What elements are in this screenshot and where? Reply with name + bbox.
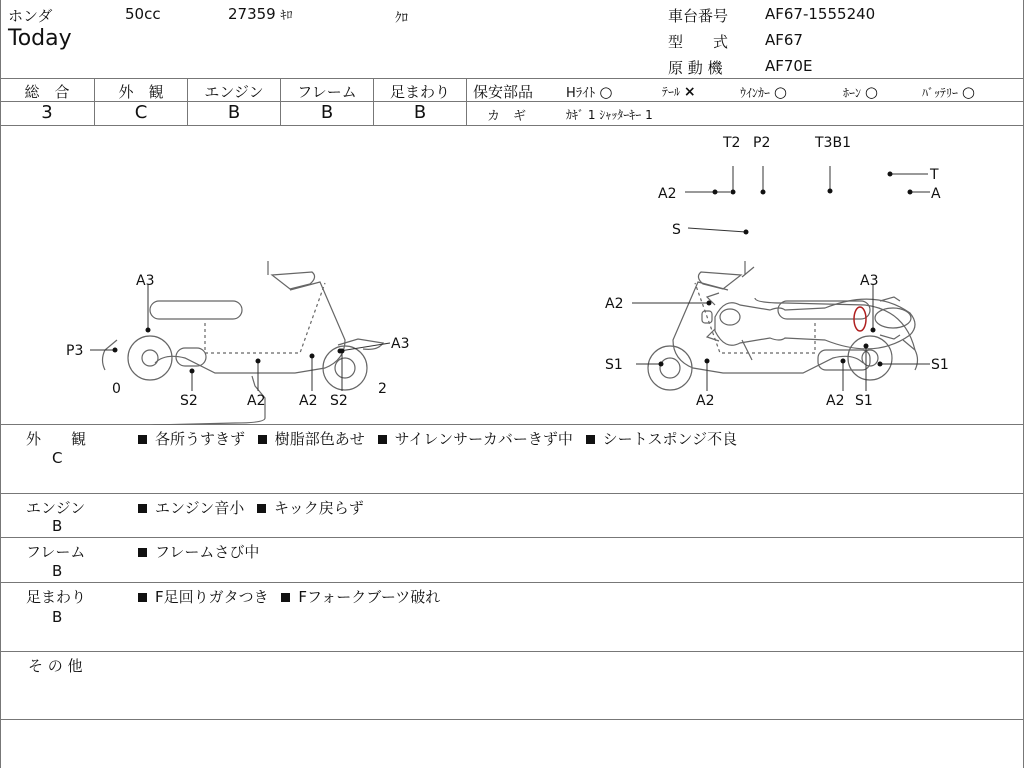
leader-lines (90, 166, 930, 391)
remark-divider-3 (0, 582, 1024, 583)
horn-mark: ○ (864, 83, 878, 101)
headlight-label: Hﾗｲﾄ (566, 86, 596, 101)
label-a3-right: A3 (860, 273, 879, 289)
safety-horn (843, 83, 878, 101)
remark-divider-5 (0, 719, 1024, 720)
label-a2-rear-right: A2 (826, 393, 845, 409)
bullet-icon (378, 435, 387, 444)
remark-items-frame (138, 541, 267, 562)
grade-value-suspension: B (413, 102, 427, 123)
tail-label: ﾃｰﾙ (662, 85, 681, 99)
frame-no-label: 車台番号 (668, 7, 729, 25)
remark-divider-1 (0, 493, 1024, 494)
bullet-icon (138, 435, 147, 444)
remark-item: Fフォークブーツ破れ (298, 588, 441, 606)
label-a2-top: A2 (658, 186, 677, 202)
remark-label-frame: フレーム (26, 543, 86, 561)
headlight-mark: ○ (599, 83, 613, 101)
label-t: T (930, 167, 939, 183)
remark-item: F足回りガタつき (155, 588, 269, 606)
remark-grade-engine: B (52, 517, 63, 535)
label-a3-front-left: A3 (391, 336, 410, 352)
label-s1-rear-right: S1 (931, 357, 949, 373)
grade-label-engine: エンジン (204, 83, 264, 101)
mileage (228, 5, 293, 23)
remark-divider-4 (0, 651, 1024, 652)
bullet-icon (138, 593, 147, 602)
bullet-icon (138, 548, 147, 557)
label-a2-floor-right: A2 (696, 393, 715, 409)
grade-label-exterior: 外 観 (118, 83, 164, 101)
displacement: 50cc (125, 5, 161, 23)
battery-mark: ○ (961, 83, 975, 101)
remark-items-exterior (138, 428, 745, 449)
mileage-unit: ｷﾛ (280, 8, 293, 22)
engine-label: 原 動 機 (668, 59, 723, 77)
label-s-top: S (672, 222, 681, 238)
battery-label: ﾊﾞｯﾃﾘｰ (922, 86, 959, 100)
remark-label-other: そ の 他 (28, 657, 83, 675)
bullet-icon (138, 504, 147, 513)
remark-label-suspension: 足まわり (26, 588, 87, 606)
safety-label: 保安部品 (473, 83, 534, 101)
safety-headlight (566, 82, 613, 101)
remark-item: 樹脂部色あせ (274, 430, 365, 448)
label-p2: P2 (753, 135, 771, 151)
bullet-icon (586, 435, 595, 444)
label-p3: P3 (66, 343, 84, 359)
label-a-top: A (931, 186, 941, 202)
remark-divider-2 (0, 537, 1024, 538)
type-label: 型 式 (668, 33, 729, 51)
grade-value-frame: B (320, 102, 334, 123)
bullet-icon (281, 593, 290, 602)
grade-col-5 (466, 78, 467, 125)
remark-grade-frame: B (52, 562, 63, 580)
winker-mark: ○ (773, 83, 787, 101)
remark-item: エンジン音小 (155, 499, 245, 517)
remark-item: キック戻らず (274, 499, 364, 517)
horn-label: ﾎｰﾝ (843, 86, 862, 100)
label-s2-left: S2 (180, 393, 198, 409)
label-2: 2 (378, 381, 387, 397)
remark-grade-suspension: B (52, 608, 63, 626)
label-s1-front-right: S1 (605, 357, 623, 373)
damage-diagram (0, 125, 1024, 425)
label-s1-bottom-right: S1 (855, 393, 873, 409)
label-a2-right: A2 (605, 296, 624, 312)
remark-items-suspension (138, 586, 448, 607)
grade-label-suspension: 足まわり (389, 83, 450, 101)
model-name: Today (8, 26, 72, 51)
remark-item: シートスポンジ不良 (602, 430, 738, 448)
label-s2-front-left: S2 (330, 393, 348, 409)
label-t3b1: T3B1 (815, 135, 851, 151)
grade-value-overall: 3 (41, 102, 53, 123)
grade-value-exterior: C (134, 102, 148, 123)
bullet-icon (258, 435, 267, 444)
mileage-value: 27359 (228, 5, 276, 23)
label-a3-seat-left: A3 (136, 273, 155, 289)
keys-label: カ ギ (487, 109, 527, 124)
safety-divider (468, 101, 1024, 102)
maker: ホンダ (8, 7, 53, 25)
winker-label: ｳｲﾝｶｰ (740, 86, 771, 100)
remark-item: フレームさび中 (155, 543, 260, 561)
label-a2-floor-left: A2 (247, 393, 266, 409)
color: ｸﾛ (395, 11, 408, 26)
keys-value: ｶｷﾞ 1 ｼｬｯﾀｰｷｰ 1 (566, 108, 653, 122)
remark-label-engine: エンジン (26, 499, 86, 517)
remark-item: サイレンサーカバーきず中 (394, 430, 573, 448)
safety-battery (922, 83, 975, 101)
label-0: 0 (112, 381, 121, 397)
grade-label-frame: フレーム (297, 83, 357, 101)
label-a2-front-left: A2 (299, 393, 318, 409)
remark-label-exterior: 外 観 (26, 430, 87, 448)
grade-value-engine: B (227, 102, 241, 123)
remark-grade-exterior: C (52, 449, 63, 467)
frame-no: AF67-1555240 (765, 5, 876, 23)
remark-item: 各所うすきず (155, 430, 246, 448)
tail-mark: × (683, 84, 696, 100)
bullet-icon (257, 504, 266, 513)
header-divider (0, 78, 1024, 79)
engine-value: AF70E (765, 57, 813, 75)
safety-winker (740, 83, 787, 101)
safety-tail (662, 83, 696, 100)
type-value: AF67 (765, 31, 803, 49)
label-t2: T2 (723, 135, 741, 151)
grade-label-overall: 総 合 (24, 83, 70, 101)
diagram-points (113, 172, 913, 374)
remark-items-engine (138, 497, 372, 518)
